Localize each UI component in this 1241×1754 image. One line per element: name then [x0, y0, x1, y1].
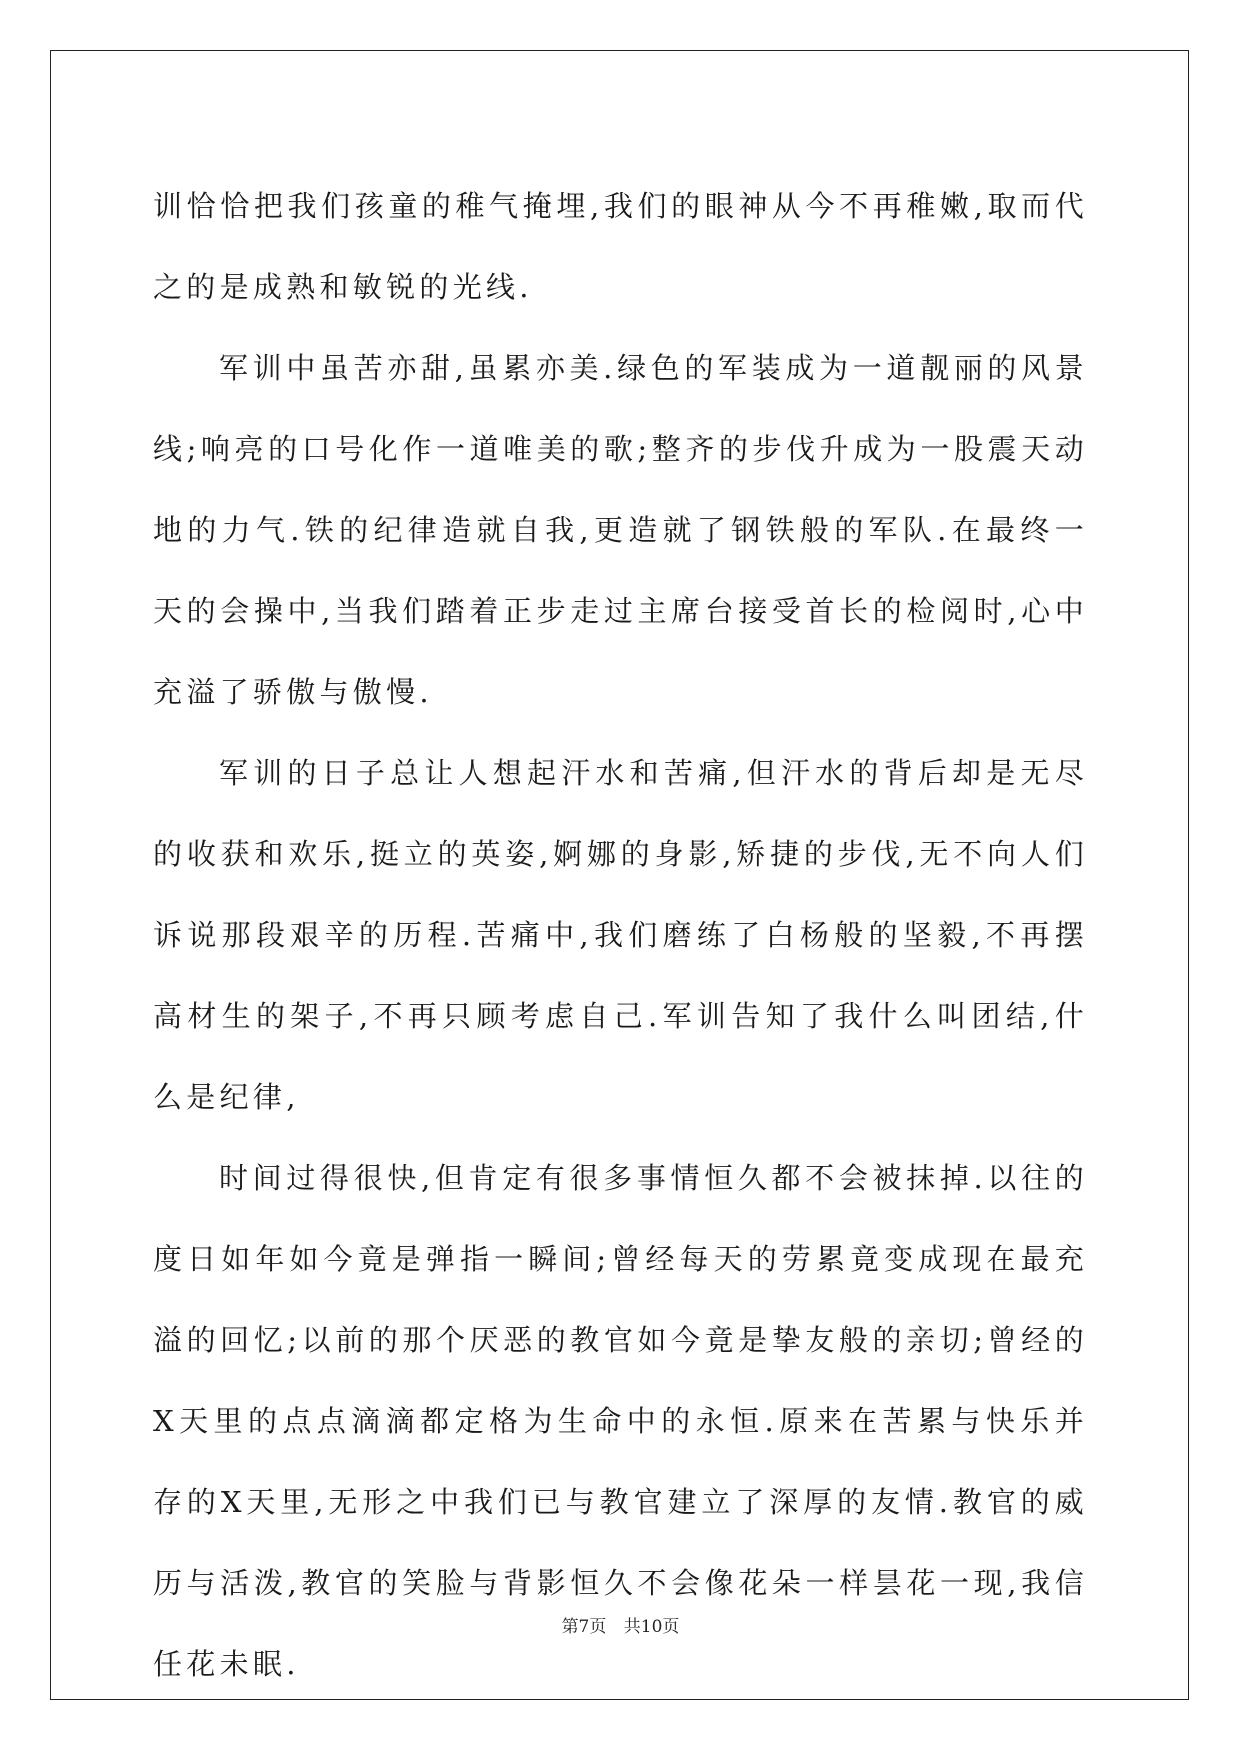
- paragraph-2: 军训中虽苦亦甜,虽累亦美.绿色的军装成为一道靓丽的风景线;响亮的口号化作一道唯美的歌;整齐的步伐升成为一股震天动地的力气.铁的纪律造就自我,更造就了钢铁般的军队.在最终一天的会操中,当我们踏着正步走过主席台接受首长的检阅时,心中充溢了骄傲与傲慢.: [153, 351, 1088, 709]
- paragraph-4: 时间过得很快,但肯定有很多事情恒久都不会被抹掉.以往的度日如年如今竟是弹指一瞬间;曾经每天的劳累竟变成现在最充溢的回忆;以前的那个厌恶的教官如今竟是挚友般的亲切;曾经的X天里的点点滴滴都定格为生命中的永恒.原来在苦累与快乐并存的X天里,无形之中我们已与教官建立了深厚的友情.教官的威历与活泼,教官的笑脸与背影恒久不会像花朵一样昙花一现,我信任花未眠.: [153, 1161, 1088, 1681]
- document-body: [153, 166, 1088, 1705]
- page-number: 第7页: [561, 1617, 607, 1637]
- page-footer: [0, 1612, 1241, 1637]
- paragraph-1: 训恰恰把我们孩童的稚气掩埋,我们的眼神从今不再稚嫩,取而代之的是成熟和敏锐的光线.: [153, 189, 1088, 304]
- paragraph-3: 军训的日子总让人想起汗水和苦痛,但汗水的背后却是无尽的收获和欢乐,挺立的英姿,婀娜的身影,矫捷的步伐,无不向人们诉说那段艰辛的历程.苦痛中,我们磨练了白杨般的坚毅,不再摆高材生的架子,不再只顾考虑自己.军训告知了我什么叫团结,什么是纪律,: [153, 756, 1088, 1114]
- page-total: 共10页: [623, 1617, 680, 1637]
